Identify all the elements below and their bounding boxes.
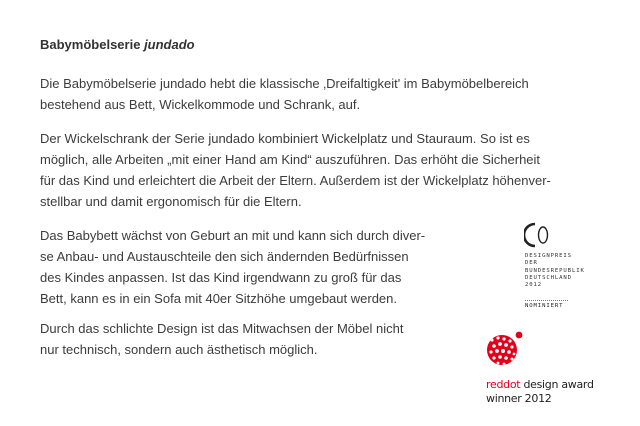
paragraph-line: stellbar und damit ergonomisch für die Eltern. bbox=[40, 194, 302, 209]
paragraph-line: se Anbau- und Austauschteile den sich ändernden Bedürfnissen bbox=[40, 249, 409, 264]
title-prefix: Babymöbelserie bbox=[40, 37, 141, 52]
reddot-logo bbox=[486, 330, 616, 410]
page-title bbox=[40, 37, 195, 52]
reddot-brand-rest: design award bbox=[520, 378, 594, 391]
paragraph-line: Durch das schlichte Design ist das Mitwachsen der Möbel nicht bbox=[40, 321, 404, 336]
paragraph-line: Die Babymöbelserie jundado hebt die klassische ‚Dreifaltigkeit' im Babymöbelbereich bbox=[40, 76, 529, 91]
paragraph-line: Der Wickelschrank der Serie jundado kombiniert Wickelplatz und Stauraum. So ist es bbox=[40, 131, 530, 146]
paragraph-line: nur technisch, sondern auch ästhetisch möglich. bbox=[40, 342, 318, 357]
paragraph-design bbox=[40, 318, 403, 360]
title-series-name: jundado bbox=[144, 37, 195, 52]
paragraph-changing-cabinet bbox=[40, 128, 551, 212]
designpreis-line: DEUTSCHLAND bbox=[525, 274, 572, 281]
designpreis-line: DER bbox=[525, 260, 538, 267]
reddot-mark-icon bbox=[486, 330, 524, 368]
paragraph-baby-bed bbox=[40, 225, 425, 309]
designpreis-divider bbox=[525, 300, 568, 301]
paragraph-line: bestehend aus Bett, Wickelkommode und Schrank, auf. bbox=[40, 97, 361, 112]
designpreis-line: 2012 bbox=[525, 282, 543, 289]
designpreis-text bbox=[525, 253, 585, 289]
paragraph-line: des Kindes anpassen. Ist das Kind irgendwann zu groß für das bbox=[40, 270, 402, 285]
reddot-brand: reddot bbox=[486, 378, 521, 391]
paragraph-line: Bett, kann es in ein Sofa mit 40er Sitzhöhe umgebaut werden. bbox=[40, 291, 397, 306]
designpreis-mark-icon bbox=[524, 220, 554, 250]
designpreis-line: DESIGNPREIS bbox=[525, 253, 572, 259]
reddot-winner-year: winner 2012 bbox=[486, 392, 552, 405]
designpreis-logo bbox=[522, 218, 592, 313]
reddot-award-name bbox=[486, 378, 594, 391]
paragraph-line: Das Babybett wächst von Geburt an mit und kann sich durch diver- bbox=[40, 228, 426, 243]
paragraph-line: möglich, alle Arbeiten „mit einer Hand am Kind“ auszuführen. Das erhöht die Sicherheit bbox=[40, 152, 541, 167]
designpreis-line: BUNDESREPUBLIK bbox=[525, 267, 585, 274]
paragraph-intro bbox=[40, 73, 529, 115]
paragraph-line: für das Kind und erleichtert die Arbeit der Eltern. Außerdem ist der Wickelplatz höhenver- bbox=[40, 173, 551, 188]
designpreis-status: NOMINIERT bbox=[525, 303, 564, 309]
